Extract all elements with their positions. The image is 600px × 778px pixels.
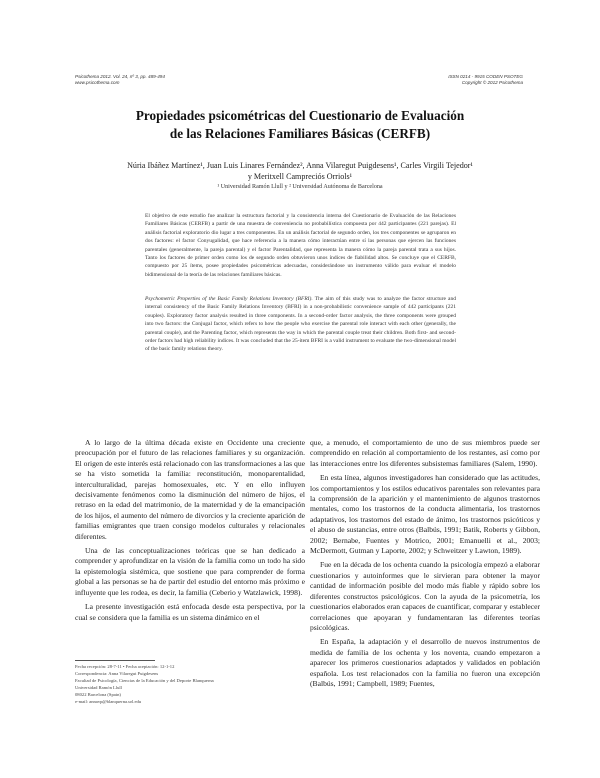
authors-line: Núria Ibáñez Martínez¹, Juan Luis Linares Fernández², Anna Vilaregut Puigdesens¹, Carles Virgili Tejedor¹ xyxy=(127,161,473,170)
paragraph: En España, la adaptación y el desarrollo de nuevos instrumentos de medida de familia de los ochenta y los noventa, cuando empezaron a aparecer los primeros cuestionarios adaptados y validados en población española. Los test relacionados con la familia no fueron una excepción (Balbús, 1991; Campbell, 1989; Fuentes, xyxy=(310,637,540,688)
article-title xyxy=(0,107,600,143)
paragraph: En esta línea, algunos investigadores han considerado que las actitudes, los comportamientos y los estilos educativos parentales son relevantes para la comprensión de la aparición y el mantenimiento de algunos trastornos mentales, como los trastornos de la conducta alimentaria, los trastornos adaptativos, los trastornos del estado de ánimo, los trastornos psicóticos y el abuso de sustancias, entre otros (Balbús, 1991; Batik, Roberts y Gibbon, 2002; Bernabe, Fuentes y Motrico, 2001; Emanuelli et al., 2003; McDermott, Gutman y Laporte, 2002; y Schweitzer y Lawton, 1989). xyxy=(310,473,540,556)
footnote-divider xyxy=(75,660,155,661)
footnote-email: e-mail: annavp@blanquerna.url.edu xyxy=(75,698,142,704)
journal-citation: Psicothema 2012. Vol. 24, nº 3, pp. 489-494 xyxy=(75,74,165,79)
paragraph: Fue en la década de los ochenta cuando la psicología empezó a elaborar cuestionarios y autoinformes que le sirvieran para obtener la mayor cantidad de información posible del modo más fiable y rápido sobre los diferentes constructos psicológicos. Con la ayuda de la psicometría, los cuestionarios elaborados eran capaces de cuantificar, comparar y establecer correlaciones que apoyaran y fundamentaran las diferentes teorías psicológicas. xyxy=(310,560,540,632)
body-column-right xyxy=(310,438,540,693)
footnote-line: 08022 Barcelona (Spain) xyxy=(75,691,121,697)
footnote-line: Universidad Ramón Llull xyxy=(75,684,122,690)
body-column-left xyxy=(75,438,305,627)
paragraph: que, a menudo, el comportamiento de uno de sus miembros puede ser comprendido en relación al comportamiento de los restantes, así como por las interacciones entre los diferentes subsistemas familiares (Salem, 1990). xyxy=(310,438,540,468)
correspondence-footnote xyxy=(75,664,305,705)
paragraph: Una de las conceptualizaciones teóricas que se han dedicado a comprender y aprofundizar en la visión de la familia como un todo ha sido la epistemología sistémica, que sostiene que para comprender de forma global a las personas se ha de partir del estudio del entorno más próximo e influyente que les rodea, es decir, la familia (Ceberio y Watzlawick, 1998). xyxy=(75,546,305,597)
affiliations: ¹ Universidad Ramón Llull y ² Universidad Autónoma de Barcelona xyxy=(217,184,383,190)
title-line: de las Relaciones Familiares Básicas (CERFB) xyxy=(169,126,431,141)
paragraph: La presente investigación está enfocada desde esta perspectiva, por la cual se considera que la familia es un sistema dinámico en el xyxy=(75,602,305,622)
issn-header xyxy=(448,74,523,86)
abstract-english-title: Psychometric Properties of the Basic Family Relations Inventory (BFRI). xyxy=(145,296,313,302)
journal-url: www.psicothema.com xyxy=(75,80,120,85)
title-line: Propiedades psicométricas del Cuestionario de Evaluación xyxy=(135,108,465,123)
abstract-spanish: El objetivo de este estudio fue analizar la estructura factorial y la consistencia interna del Cuestionario de Evaluación de las Relaciones Familiares Básicas (CERFB) a partir de una muestra de conveniencia no probabilística compuesta por 442 participantes (221 parejas). El análisis factorial exploratorio dio lugar a tres componentes. En un análisis factorial de segundo orden, los tres componentes se agruparon en dos factores: el factor Conyugalidad, que hace referencia a la manera cómo interactúan entre sí las personas que ejercen las funciones parentales (generalmente, la pareja parental) y el factor Parentalidad, que representa la manera cómo la pareja parental trata a sus hijos. Tanto los factores de primer orden como los de segundo orden obtuvieron unos índices de fiabilidad altos. Se concluye que el CERFB, compuesto por 25 ítems, posee propiedades psicométricas adecuadas, considerándose un instrumento válido para evaluar el modelo bidimensional de la teoría de las relaciones familiares básicas. xyxy=(145,213,456,278)
footnote-dates: Fecha recepción: 28-7-11 • Fecha aceptación: 12-1-12 xyxy=(75,664,175,669)
author-list xyxy=(0,160,600,182)
copyright-line: Copyright © 2012 Psicothema xyxy=(461,80,523,85)
journal-header xyxy=(75,74,165,86)
abstract-english xyxy=(145,295,456,354)
paragraph: A lo largo de la última década existe en Occidente una creciente preocupación por el futuro de las relaciones familiares y su organización. El origen de este interés está relacionado con las transformaciones a las que se ha visto sometida la familia: reconstitución, monoparentalidad, interculturalidad, parejas homosexuales, etc. Y en ello influyen decisivamente fenómenos como la disminución del número de hijos, el retraso en la edad del matrimonio, de la maternidad y de la emancipación de los hijos, el aumento del número de divorcios y la creciente aparición de familias emigrantes que traen consigo modelos culturales y relacionales diferentes. xyxy=(75,438,305,541)
abstract-english-body: The aim of this study was to analyze the factor structure and internal consistency of the Basic Family Relations Inventory (BFRI) in a non-probabilistic convenience sample of 442 participants (221 couples). Exploratory factor analysis resulted in three components. In a second-order factor analysis, the three components were grouped into two factors: the Conjugal factor, which refers to how the people who exercise the parental role interact with each other (generally, the parental couple), and the Parenting factor, which represents the way in which the parental couple treat their children. Both first- and second-order factors had high reliability indices. It was concluded that the 25-item BFRI is a valid instrument to evaluate the two-dimensional model of the basic family relations theory. xyxy=(145,296,457,353)
footnote-line: Facultad de Psicología, Ciencias de la Educación y del Deporte Blanquerna xyxy=(75,677,214,683)
authors-line: y Meritxell Campreciós Orriols¹ xyxy=(247,172,353,181)
issn-line: ISSN 0214 - 9915 CODEN PSOTEG xyxy=(448,74,523,79)
footnote-line: Correspondencia: Anna Vilaregut Puigdesens xyxy=(75,670,159,676)
